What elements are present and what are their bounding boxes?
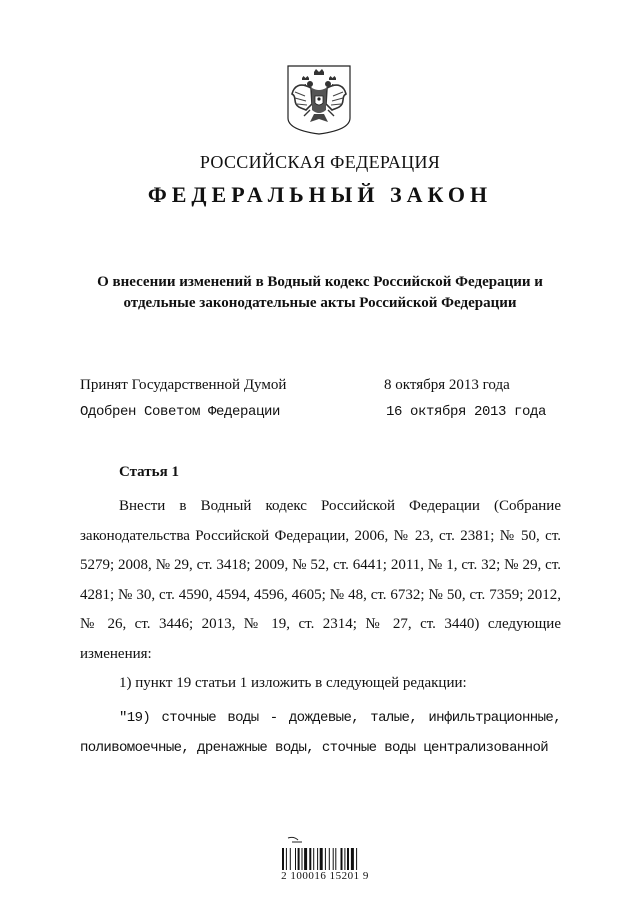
barcode-bar <box>302 848 303 872</box>
law-title: О внесении изменений в Водный кодекс Российской Федерации и отдельные законодательные акты Российской Федерации <box>97 274 543 311</box>
adoption-row-council <box>80 404 560 426</box>
article-item-1: 1) пункт 19 статьи 1 изложить в следующей редакции: <box>119 675 467 691</box>
article-intro-paragraph: Внести в Водный кодекс Российской Федерации (Собрание законодательства Российской Федерации, 2006, № 23, ст. 2381; № 50, ст. 5279; 2008, № 29, ст. 3418; 2009, № 52, ст. 6441; 2011, № 1, ст. 32; № 29, ст. 4281; № 30, ст. 4590, 4594, 4596, 4605; № 48, ст. 6732; № 50, ст. 7359; 2012, № 26, ст. 3446; 2013, № 19, ст. 2314; № 27, ст. 3440) следующие изменения: <box>80 498 561 662</box>
adopted-date: 8 октября 2013 года <box>384 377 510 393</box>
barcode-bar <box>325 848 326 872</box>
barcode-bar <box>320 848 323 872</box>
approved-label: Одобрен Советом Федерации <box>80 404 281 420</box>
barcode-number: 2 100016 15201 9 <box>270 870 380 882</box>
barcode-bar <box>298 848 300 872</box>
barcode-bar <box>347 848 349 872</box>
barcode-bar <box>309 848 311 872</box>
barcode-bar <box>333 848 334 872</box>
barcode-bar <box>304 848 307 872</box>
barcode-bar <box>356 848 357 872</box>
barcode-bar <box>335 848 336 872</box>
barcode-bar <box>286 848 287 872</box>
barcode-bar <box>317 848 318 872</box>
coat-of-arms-emblem <box>284 64 354 136</box>
barcode-bar <box>341 848 343 872</box>
barcode-bar <box>282 848 284 872</box>
barcode-bar <box>290 848 291 872</box>
adoption-row-duma <box>80 377 560 399</box>
barcode-bar <box>351 848 354 872</box>
barcode-bar <box>329 848 330 872</box>
article-body <box>80 492 561 763</box>
barcode-bar <box>344 848 345 872</box>
adopted-label: Принят Государственной Думой <box>80 377 287 393</box>
article-heading: Статья 1 <box>119 464 179 480</box>
barcode-bar <box>313 848 314 872</box>
document-type-heading: ФЕДЕРАЛЬНЫЙ ЗАКОН <box>147 182 493 207</box>
country-heading: РОССИЙСКАЯ ФЕДЕРАЦИЯ <box>199 152 441 172</box>
approved-date: 16 октября 2013 года <box>386 404 547 420</box>
article-quote-paragraph: "19) сточные воды - дождевые, талые, инфильтрационные, поливомоечные, дренажные воды, сточные воды централизованной <box>80 709 561 756</box>
barcode-bar <box>295 848 296 872</box>
